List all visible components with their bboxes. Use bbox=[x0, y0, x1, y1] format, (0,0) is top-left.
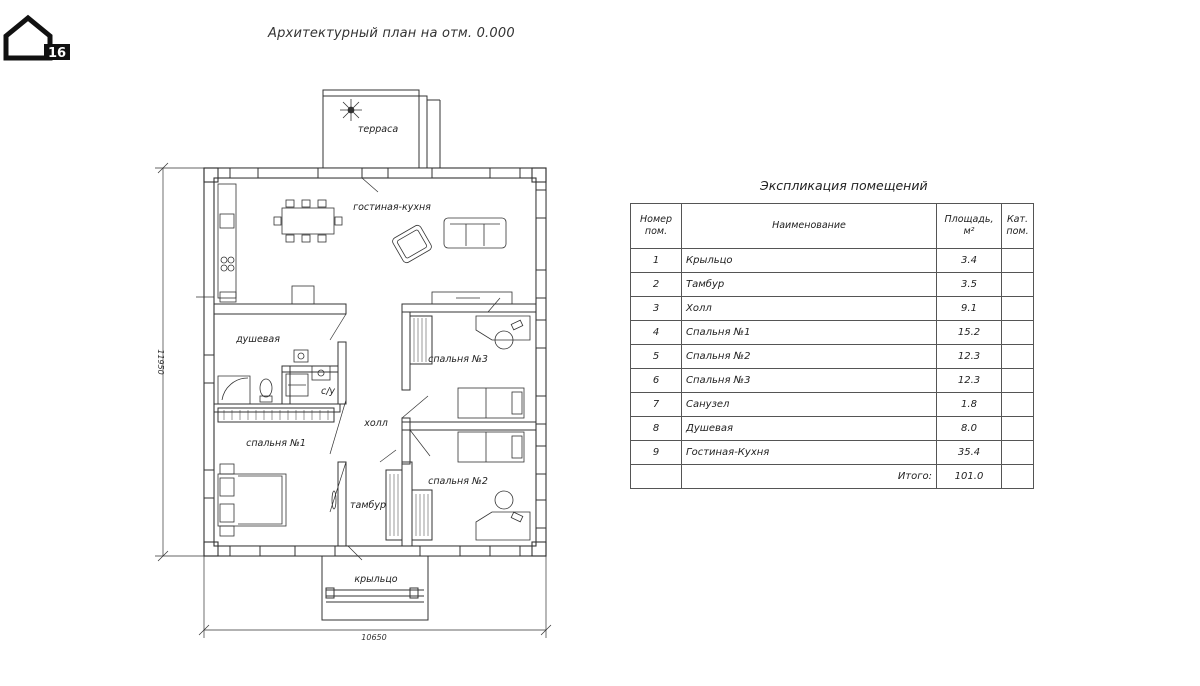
row-area: 12.3 bbox=[937, 345, 1002, 369]
total-num bbox=[631, 465, 682, 489]
row-name: Душевая bbox=[682, 417, 937, 441]
armchair bbox=[391, 224, 433, 264]
label-shower: душевая bbox=[236, 334, 280, 345]
row-area: 15.2 bbox=[937, 321, 1002, 345]
row-cat bbox=[1002, 321, 1034, 345]
explication-table bbox=[630, 203, 1034, 489]
row-name: Гостиная-Кухня bbox=[682, 441, 937, 465]
label-bedroom1: спальня №1 bbox=[246, 438, 306, 449]
row-name: Санузел bbox=[682, 393, 937, 417]
header-num: Номер пом. bbox=[631, 204, 682, 249]
bedroom3-furniture bbox=[458, 316, 530, 418]
label-hall: холл bbox=[364, 418, 388, 429]
table-header-row bbox=[631, 204, 1034, 249]
table-row bbox=[631, 249, 1034, 273]
row-cat bbox=[1002, 297, 1034, 321]
label-bedroom2: спальня №2 bbox=[428, 476, 488, 487]
row-area: 8.0 bbox=[937, 417, 1002, 441]
row-cat bbox=[1002, 441, 1034, 465]
row-cat bbox=[1002, 249, 1034, 273]
bed-bedroom1 bbox=[218, 464, 286, 536]
table-row bbox=[631, 417, 1034, 441]
row-cat bbox=[1002, 369, 1034, 393]
porch bbox=[322, 556, 428, 620]
row-cat bbox=[1002, 273, 1034, 297]
label-living-kitchen: гостиная-кухня bbox=[353, 202, 431, 213]
row-name: Спальня №1 bbox=[682, 321, 937, 345]
row-area: 1.8 bbox=[937, 393, 1002, 417]
total-label: Итого: bbox=[682, 465, 937, 489]
header-name: Наименование bbox=[682, 204, 937, 249]
plant-icon bbox=[340, 99, 362, 121]
total-cat bbox=[1002, 465, 1034, 489]
row-name: Спальня №3 bbox=[682, 369, 937, 393]
row-num: 4 bbox=[631, 321, 682, 345]
row-num: 8 bbox=[631, 417, 682, 441]
row-area: 35.4 bbox=[937, 441, 1002, 465]
logo-badge-text: 16 bbox=[47, 46, 67, 61]
label-porch: крыльцо bbox=[354, 574, 398, 585]
drawing-title: Архитектурный план на отм. 0.000 bbox=[268, 26, 515, 41]
label-vestibule: тамбур bbox=[349, 500, 387, 511]
row-cat bbox=[1002, 417, 1034, 441]
row-name: Крыльцо bbox=[682, 249, 937, 273]
row-num: 1 bbox=[631, 249, 682, 273]
row-num: 5 bbox=[631, 345, 682, 369]
row-name: Спальня №2 bbox=[682, 345, 937, 369]
label-bedroom3: спальня №3 bbox=[428, 354, 488, 365]
total-value: 101.0 bbox=[937, 465, 1002, 489]
table-row bbox=[631, 369, 1034, 393]
row-num: 9 bbox=[631, 441, 682, 465]
table-row bbox=[631, 345, 1034, 369]
sofa bbox=[444, 218, 506, 248]
row-area: 3.4 bbox=[937, 249, 1002, 273]
dimension-width: 10650 bbox=[361, 633, 387, 642]
row-num: 3 bbox=[631, 297, 682, 321]
windows bbox=[204, 168, 546, 556]
row-area: 3.5 bbox=[937, 273, 1002, 297]
row-area: 9.1 bbox=[937, 297, 1002, 321]
table-row bbox=[631, 297, 1034, 321]
table-row bbox=[631, 441, 1034, 465]
wardrobe-hatch bbox=[224, 318, 428, 536]
table-row bbox=[631, 393, 1034, 417]
row-name: Тамбур bbox=[682, 273, 937, 297]
table-total-row bbox=[631, 465, 1034, 489]
explication-title: Экспликация помещений bbox=[760, 178, 928, 193]
row-num: 6 bbox=[631, 369, 682, 393]
row-num: 2 bbox=[631, 273, 682, 297]
dining-table bbox=[274, 200, 342, 242]
dimension-height: 11950 bbox=[156, 349, 165, 375]
header-area: Площадь, м² bbox=[937, 204, 1002, 249]
header-cat: Кат. пом. bbox=[1002, 204, 1034, 249]
row-num: 7 bbox=[631, 393, 682, 417]
row-area: 12.3 bbox=[937, 369, 1002, 393]
row-cat bbox=[1002, 345, 1034, 369]
label-terrace: терраса bbox=[357, 124, 399, 135]
row-cat bbox=[1002, 393, 1034, 417]
table-row bbox=[631, 273, 1034, 297]
row-name: Холл bbox=[682, 297, 937, 321]
label-wc: с/у bbox=[320, 386, 336, 397]
table-row bbox=[631, 321, 1034, 345]
exterior-walls bbox=[204, 168, 546, 556]
